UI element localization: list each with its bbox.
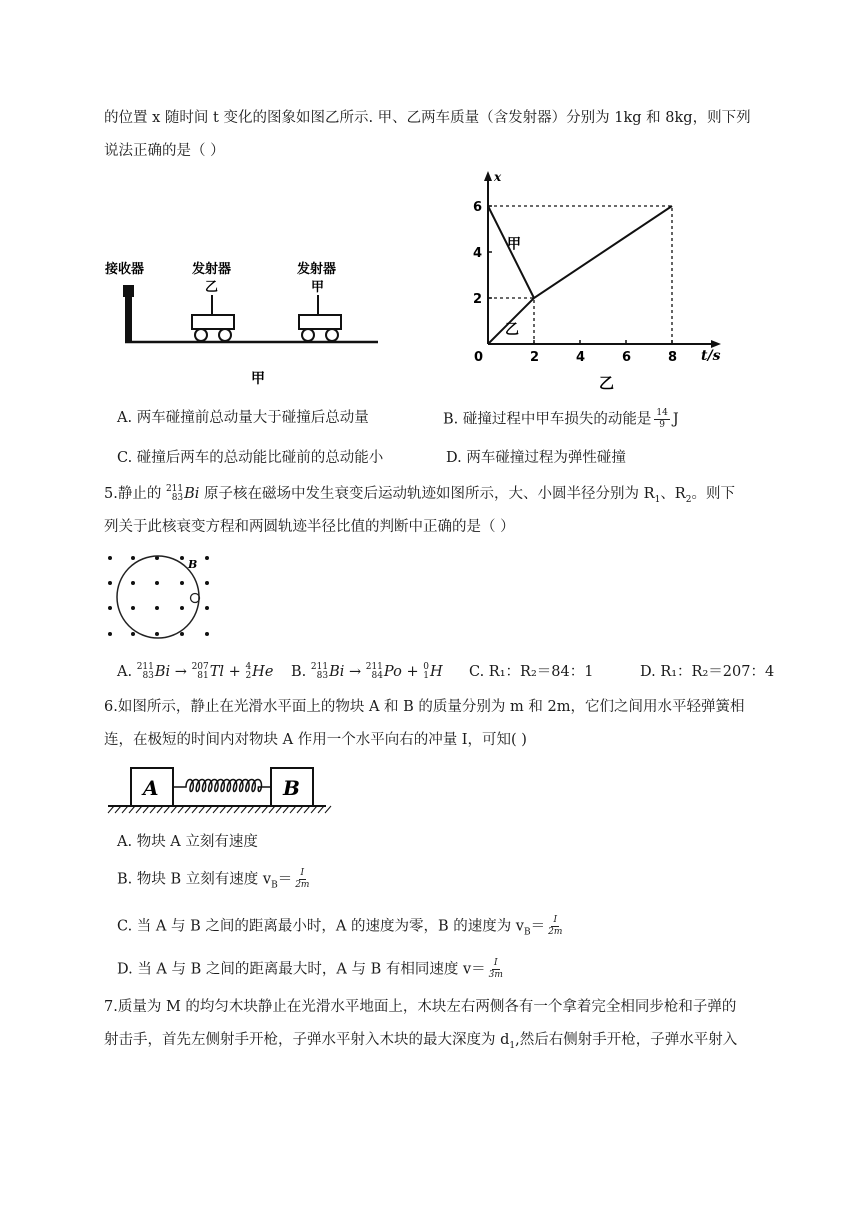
nuclide-numbers: 211 83 [165, 484, 184, 503]
figure-jia [100, 255, 390, 390]
q5-stem-line-2: 列关于此核衰变方程和两圆轨迹半径比值的判断中正确的是（ ） [104, 519, 515, 535]
q6-option-b: B. 物块 B 立刻有速度 $v_B=$ $\frac{I}{2m}$ [117, 868, 310, 891]
q6-stem-line-2: 连，在极短的时间内对物块 A 作用一个水平向右的冲量 I，可知( ) [104, 732, 527, 748]
q5-option-d: D. R₁：R₂＝207：4 [640, 664, 775, 680]
q4-option-c: C. 碰撞后两车的总动能比碰前的总动能小 [117, 450, 384, 466]
q5-stem-line-1: 5.静止的 211 83 Bi 原子核在磁场中发生衰变后运动轨迹如图所示，大、小圆半径分别为 $R_1$、$R_2$。则下 [104, 484, 735, 505]
q5-stem-text: 原子核在磁场中发生衰变后运动轨迹如图所示，大、小圆半径分别为 R [204, 486, 655, 502]
fraction-numerator: 14 [656, 408, 668, 418]
y-tick-label: 4 [473, 246, 483, 261]
field-dot [180, 632, 184, 636]
cart-yi [192, 295, 234, 341]
q4-option-a: A. 两车碰撞前总动量大于碰撞后总动量 [117, 410, 369, 426]
x-tick-label: 8 [668, 350, 678, 365]
field-dot [155, 606, 159, 610]
q6-option-c: C. 当 A 与 B 之间的距离最小时，A 的速度为零，B 的速度为 $v_B=$ $\frac{I}{2m}$ [117, 915, 563, 938]
nuclide-symbol: Bi [184, 486, 200, 502]
field-dot [205, 581, 209, 585]
q4-option-b-fraction [654, 408, 669, 431]
cart-jia [299, 295, 341, 341]
series-label-jia: 甲 [507, 236, 521, 253]
q5-option-b: B. 211 83 Bi → 211 84 Po + 0 1 H [291, 662, 443, 681]
q4-option-b-unit: J [672, 411, 679, 428]
field-dot [155, 632, 159, 636]
emitter-jia-label: 发射器 [297, 262, 337, 277]
emitter-yi-label: 发射器 [192, 262, 232, 277]
x-axis-arrow [711, 340, 721, 348]
q6-option-d: D. 当 A 与 B 之间的距离最大时，A 与 B 有相同速度 v＝ $\frac{I}{3m}$ [117, 958, 503, 980]
q6-option-a: A. 物块 A 立刻有速度 [117, 834, 258, 850]
intro-line-2: 说法正确的是（ ） [104, 143, 225, 159]
field-dot [131, 632, 135, 636]
field-dot [205, 606, 209, 610]
field-dot [180, 556, 184, 560]
y-axis-label: x [494, 170, 502, 184]
q5-option-a: A. 211 83 Bi → 207 81 Tl + 4 2 He [117, 662, 274, 681]
fraction-denominator: 9 [659, 420, 665, 430]
q6-spring-blocks-figure [104, 764, 334, 816]
intro-line-1: 的位置 x 随时间 t 变化的图象如图乙所示. 甲、乙两车质量（含发射器）分别为 1kg 和 8kg，则下列 [104, 110, 751, 126]
q4-option-b-text: B. 碰撞过程中甲车损失的动能是 [443, 411, 652, 428]
field-dot [108, 581, 112, 585]
q4-option-b [443, 408, 679, 431]
field-dot [108, 632, 112, 636]
q5-magnetic-field-figure [102, 548, 222, 644]
field-dot [205, 632, 209, 636]
svg-text:B: B [283, 776, 300, 800]
field-dot [180, 606, 184, 610]
small-orbit-circle [191, 594, 200, 603]
q7-stem-line-2: 射击手，首先左侧射手开枪，子弹水平射入木块的最大深度为 $d_1$,然后右侧射手开枪，子弹水平射入 [104, 1032, 738, 1051]
chart-caption: 乙 [599, 374, 615, 392]
y-axis-arrow [484, 171, 492, 181]
field-dot [131, 581, 135, 585]
q4-option-d: D. 两车碰撞过程为弹性碰撞 [446, 450, 626, 466]
x-axis-label: t/s [701, 348, 721, 364]
spring [173, 780, 271, 792]
large-orbit-circle [117, 556, 199, 638]
series-label-yi: 乙 [505, 322, 519, 339]
figure-yi-chart [462, 172, 732, 394]
x-tick-label: 4 [576, 350, 586, 365]
emitter-jia-sub: 甲 [311, 280, 325, 295]
x-tick-label: 0 [474, 350, 484, 365]
field-dot [108, 556, 112, 560]
svg-text:A: A [143, 776, 159, 800]
field-dot [205, 556, 209, 560]
y-tick-label: 6 [473, 200, 483, 215]
y-tick-label: 2 [473, 292, 483, 307]
q7-stem-line-1: 7.质量为 M 的均匀木块静止在光滑水平地面上，木块左右两侧各有一个拿着完全相同步枪和子弹的 [104, 999, 737, 1015]
x-tick-label: 2 [530, 350, 540, 365]
emitter-yi-sub: 乙 [205, 280, 219, 295]
field-dot [180, 581, 184, 585]
field-dot [131, 606, 135, 610]
field-dot [155, 581, 159, 585]
x-tick-label: 6 [622, 350, 632, 365]
field-label-b: B [188, 558, 198, 571]
q5-prefix: 5.静止的 [104, 486, 162, 502]
field-dot [131, 556, 135, 560]
q5-option-c: C. R₁：R₂＝84：1 [469, 664, 594, 680]
q6-stem-line-1: 6.如图所示，静止在光滑水平面上的物块 A 和 B 的质量分别为 m 和 2m，它们之间用水平轻弹簧相 [104, 699, 745, 715]
figure-jia-caption: 甲 [251, 371, 265, 387]
field-dot [108, 606, 112, 610]
receiver-label: 接收器 [105, 262, 145, 277]
